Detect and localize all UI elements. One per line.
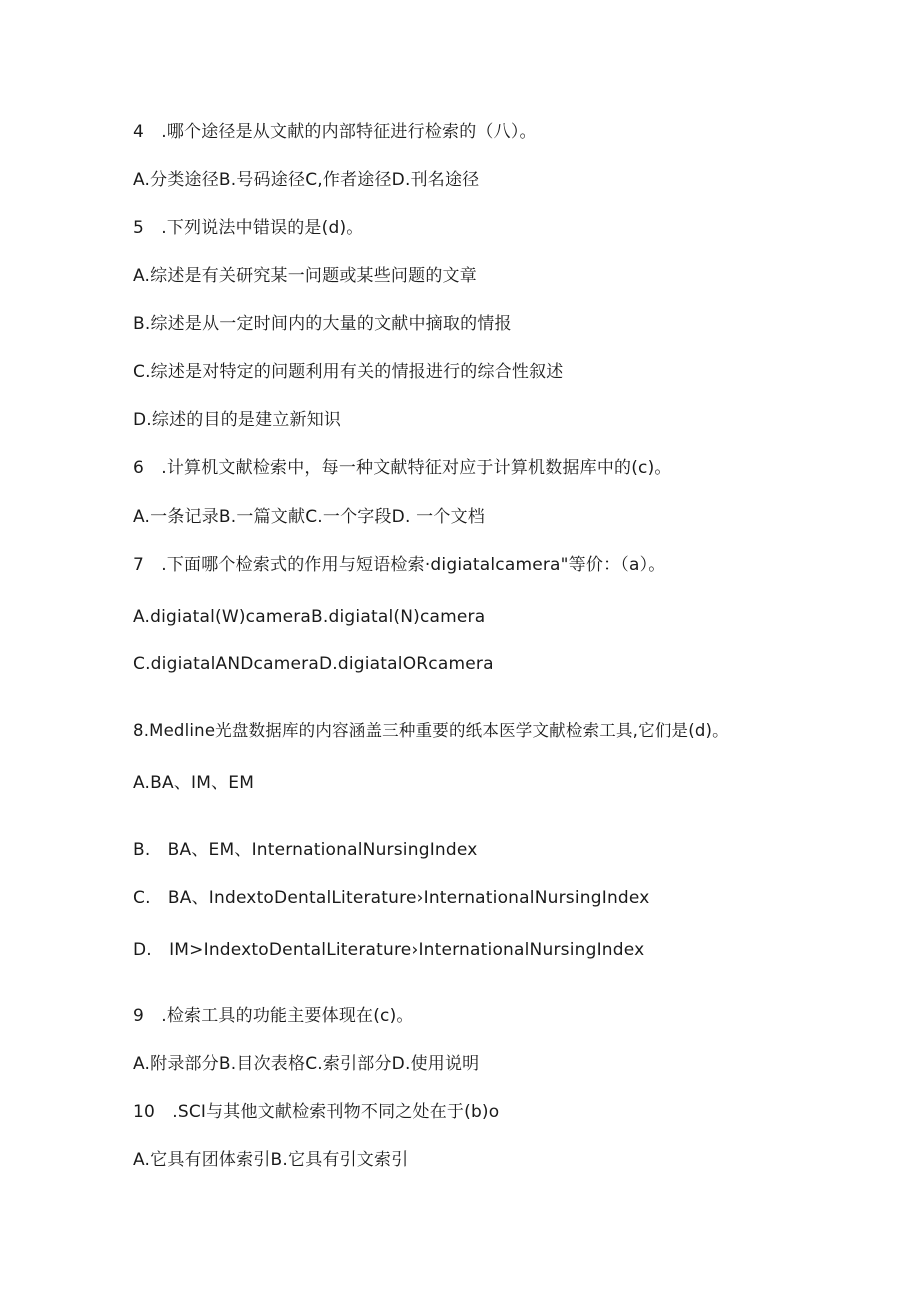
question-4: 4 .哪个途径是从文献的内部特征进行检索的（八）。 <box>133 122 537 142</box>
question-8-option-a: A.BA、IM、EM <box>133 773 255 793</box>
question-5-option-b: B.综述是从一定时间内的大量的文献中摘取的情报 <box>133 314 512 334</box>
question-5-option-d: D.综述的目的是建立新知识 <box>133 410 342 430</box>
question-10: 10 .SCI与其他文献检索刊物不同之处在于(b)o <box>133 1102 500 1122</box>
question-5-option-c: C.综述是对特定的问题利用有关的情报进行的综合性叙述 <box>133 362 564 382</box>
question-9-options: A.附录部分B.目次表格C.索引部分D.使用说明 <box>133 1054 480 1074</box>
question-6: 6 .计算机文献检索中，每一种文献特征对应于计算机数据库中的(c)。 <box>133 458 672 478</box>
question-4-options: A.分类途径B.号码途径C,作者途径D.刊名途径 <box>133 170 480 190</box>
question-7: 7 .下面哪个检索式的作用与短语检索·digiatalcamera"等价：（a）。 <box>133 555 666 575</box>
question-7-options-cd: C.digiatalANDcameraD.digiatalORcamera <box>133 654 494 674</box>
question-9: 9 .检索工具的功能主要体现在(c)。 <box>133 1006 414 1026</box>
question-8-option-b: B. BA、EM、InternationalNursingIndex <box>133 840 478 860</box>
question-10-options: A.它具有团体索引B.它具有引文索引 <box>133 1150 409 1170</box>
question-8: 8.Medline光盘数据库的内容涵盖三种重要的纸本医学文献检索工具,它们是(d)。 <box>133 721 729 740</box>
question-8-option-d: D. IM>IndextoDentalLiterature›InternationalNursingIndex <box>133 940 645 960</box>
question-6-options: A.一条记录B.一篇文献C.一个字段D. 一个文档 <box>133 507 485 527</box>
question-5: 5 .下列说法中错误的是(d)。 <box>133 218 364 238</box>
question-7-options-ab: A.digiatal(W)cameraB.digiatal(N)camera <box>133 607 486 627</box>
question-5-option-a: A.综述是有关研究某一问题或某些问题的文章 <box>133 266 477 286</box>
question-8-option-c: C. BA、IndextoDentalLiterature›InternationalNursingIndex <box>133 888 650 908</box>
